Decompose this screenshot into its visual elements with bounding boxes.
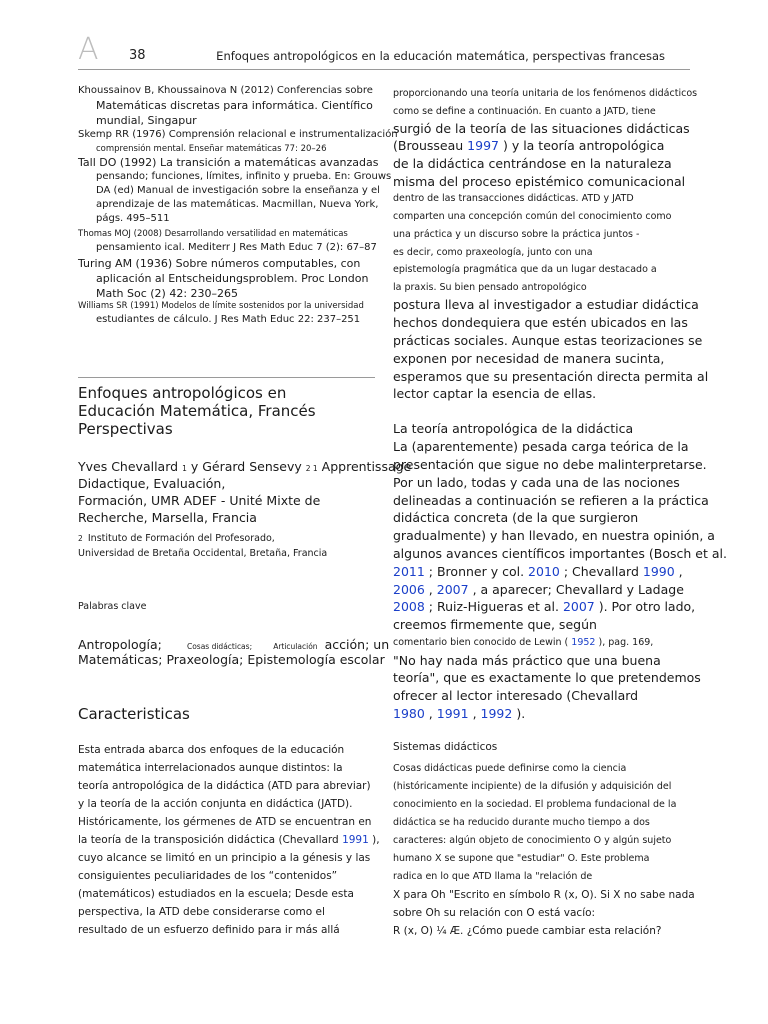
text-line: exponen por necesidad de manera sucinta,: [393, 351, 665, 366]
text-line: [393, 599, 695, 614]
text-line: creemos firmemente que, según: [393, 617, 597, 632]
text-line: proporcionando una teoría unitaria de los fenómenos didácticos: [393, 88, 698, 99]
text-line: epistemología pragmática que da un lugar destacado a: [393, 264, 657, 275]
reference-skemp: [78, 128, 398, 156]
reference-line: pensando; funciones, límites, infinito y prueba. En: Grouws: [96, 171, 392, 182]
text-fragment: comentario bien conocido de Lewin (: [393, 637, 569, 648]
affiliation-line: Instituto de Formación del Profesorado,: [87, 533, 275, 544]
text-line: cuyo alcance se limitó en un principio a la génesis y las: [78, 852, 371, 864]
text-fragment: ,: [472, 706, 477, 721]
text-line: matemática interrelacionados aunque distintos: la: [78, 762, 343, 774]
text-line: [393, 582, 684, 597]
text-line: dentro de las transacciones didácticas. ATD y JATD: [393, 193, 634, 204]
text-line: Cosas didácticas puede definirse como la ciencia: [393, 763, 627, 774]
citation-link[interactable]: 1997: [467, 138, 499, 153]
text-line: conocimiento en la sociedad. El problema fundacional de la: [393, 799, 677, 810]
reference-thomas: [78, 227, 377, 255]
text-line: R (x, O) ¼ Æ. ¿Cómo puede cambiar esta relación?: [393, 925, 662, 937]
reference-tall: [78, 155, 391, 226]
text-line: teoría", que es exactamente lo que pretendemos: [393, 670, 701, 685]
author-name: y Gérard Sensevy: [190, 459, 302, 474]
text-line: la praxis. Su bien pensado antropológico: [393, 282, 587, 293]
author-sup: 1: [182, 464, 187, 473]
text-fragment: ; Bronner y col.: [428, 564, 525, 579]
text-fragment: ,: [428, 582, 433, 597]
text-fragment: , a aparecer; Chevallard y Ladage: [472, 582, 684, 597]
citation-link[interactable]: 1991: [342, 834, 369, 846]
text-line: [78, 831, 380, 849]
reference-line: aplicación al Entscheidungsproblem. Proc London: [96, 272, 369, 285]
text-line: sobre Oh su relación con O está vacío:: [393, 907, 596, 919]
text-fragment: ,: [678, 564, 683, 579]
reference-line: Skemp RR (1976) Comprensión relacional e instrumentalización: [78, 129, 398, 140]
citation-link[interactable]: 2007: [562, 599, 595, 614]
affiliation-line: Apprentissage: [321, 459, 412, 474]
text-line: [393, 564, 683, 579]
text-fragment: (Brousseau: [393, 138, 464, 153]
section-heading-characteristics: Caracteristicas: [78, 705, 190, 723]
article-title-line: Educación Matemática, Francés: [78, 402, 316, 420]
text-fragment: ; Ruiz-Higueras et al.: [428, 599, 559, 614]
affiliation-line: Formación, UMR ADEF - Unité Mixte de: [78, 493, 321, 508]
text-line: didáctica concreta (de la que surgieron: [393, 510, 639, 525]
reference-line: págs. 495–511: [96, 213, 170, 224]
citation-link[interactable]: 2007: [436, 582, 469, 597]
section-divider: [78, 377, 375, 378]
text-line: algunos avances científicos importantes (Bosch et al.: [393, 546, 727, 561]
article-title-line: Perspectivas: [78, 420, 173, 438]
text-line: misma del proceso epistémico comunicacional: [393, 174, 686, 189]
reference-line: mundial, Singapur: [96, 114, 197, 127]
reference-line: Thomas MOJ (2008) Desarrollando versatilidad en matemáticas: [78, 229, 348, 239]
reference-line: Williams SR (1991) Modelos de límite sostenidos por la universidad: [78, 301, 364, 311]
text-line: esperamos que su presentación directa permita al: [393, 369, 709, 384]
text-fragment: ).: [516, 706, 526, 721]
text-line: [393, 637, 653, 648]
reference-williams: [78, 299, 364, 327]
reference-line: Turing AM (1936) Sobre números computables, con: [78, 257, 361, 270]
author-sup: 2 1: [305, 464, 318, 473]
text-line: teoría antropológica de la didáctica (ATD para abreviar): [78, 780, 371, 792]
reference-line: DA (ed) Manual de investigación sobre la enseñanza y el: [96, 185, 380, 196]
reference-line: comprensión mental. Enseñar matemáticas 77: 20–26: [96, 144, 327, 154]
keywords-label: Palabras clave: [78, 601, 147, 612]
text-line: comparten una concepción común del conocimiento como: [393, 211, 672, 222]
citation-link[interactable]: 2008: [393, 599, 425, 614]
keywords-line-2: Matemáticas; Praxeología; Epistemología escolar: [78, 652, 385, 667]
text-fragment: ). Por otro lado,: [598, 599, 696, 614]
section-heading-systems: Sistemas didácticos: [393, 741, 498, 753]
keyword: Cosas didácticas;: [186, 642, 253, 651]
text-line: [393, 706, 525, 721]
text-line: hechos dondequiera que estén ubicados en las: [393, 315, 688, 330]
text-line: Históricamente, los gérmenes de ATD se encuentran en: [78, 816, 372, 828]
text-line: (matemáticos) estudiados en la escuela; Desde esta: [78, 888, 354, 900]
keyword: Articulación: [273, 642, 318, 651]
reference-line: pensamiento ical. Mediterr J Res Math Educ 7 (2): 67–87: [96, 242, 377, 253]
citation-link[interactable]: 1990: [642, 564, 675, 579]
reference-line: Math Soc (2) 42: 230–265: [96, 287, 239, 300]
affiliation-line: Recherche, Marsella, Francia: [78, 510, 257, 525]
text-line: Esta entrada abarca dos enfoques de la educación: [78, 744, 345, 756]
text-line: prácticas sociales. Aunque estas teorizaciones se: [393, 333, 703, 348]
text-fragment: ,: [428, 706, 433, 721]
text-line: una práctica y un discurso sobre la práctica juntos -: [393, 229, 640, 240]
text-line: como se define a continuación. En cuanto a JATD, tiene: [393, 106, 656, 117]
text-line: Por un lado, todas y cada una de las nociones: [393, 475, 680, 490]
text-line: postura lleva al investigador a estudiar didáctica: [393, 297, 699, 312]
text-line: consiguientes peculiaridades de los “contenidos”: [78, 870, 338, 882]
reference-turing: [78, 256, 369, 301]
text-fragment: la teoría de la transposición didáctica (Chevallard: [78, 834, 339, 846]
running-title: Enfoques antropológicos en la educación matemática, perspectivas francesas: [216, 49, 665, 63]
keyword: acción; un: [324, 637, 390, 652]
keyword: Antropología;: [78, 637, 162, 652]
text-line: surgió de la teoría de las situaciones didácticas: [393, 121, 690, 136]
text-line: lector captar la esencia de ellas.: [393, 386, 597, 401]
article-title: [78, 384, 316, 438]
text-line: X para Oh "Escrito en símbolo R (x, O). Si X no sabe nada: [393, 889, 695, 901]
text-line: caracteres: algún objeto de conocimiento O y algún sujeto: [393, 835, 672, 846]
text-line: "No hay nada más práctico que una buena: [393, 653, 661, 668]
text-line: presentación que sigue no debe malinterpretarse.: [393, 457, 707, 472]
section-heading-atd: La teoría antropológica de la didáctica: [393, 421, 634, 436]
citation-link[interactable]: 1991: [436, 706, 469, 721]
authors-line: [78, 459, 411, 474]
text-line: didáctica se ha reducido durante mucho tiempo a dos: [393, 817, 650, 828]
affiliation-sup: 2: [78, 534, 83, 543]
text-fragment: ) y la teoría antropológica: [502, 138, 665, 153]
text-line: perspectiva, la ATD debe considerarse como el: [78, 906, 325, 918]
text-line: resultado de un esfuerzo definido para ir más allá: [78, 924, 340, 936]
citation-link[interactable]: 2006: [393, 582, 425, 597]
citation-link[interactable]: 2011: [393, 564, 425, 579]
systems-paragraph: [393, 760, 695, 940]
text-line: gradualmente) y han llevado, en nuestra opinión, a: [393, 528, 715, 543]
author-name: Yves Chevallard: [78, 459, 179, 474]
text-line: delineadas a continuación se refieren a la práctica: [393, 493, 709, 508]
text-line: y la teoría de la acción conjunta en didáctica (JATD).: [78, 798, 353, 810]
reference-line: estudiantes de cálculo. J Res Math Educ 22: 237–251: [96, 314, 361, 325]
text-fragment: ), pag. 169,: [598, 637, 654, 648]
affiliation-line: Didactique, Evaluación,: [78, 476, 226, 491]
reference-line: Matemáticas discretas para informática. Científico: [96, 99, 373, 112]
citation-link[interactable]: 1952: [571, 637, 596, 648]
text-line: (históricamente incipiente) de la difusión y adquisición del: [393, 781, 672, 792]
characteristics-paragraph: [78, 741, 380, 939]
reference-khoussainov: [78, 84, 373, 128]
text-line: La (aparentemente) pesada carga teórica de la: [393, 439, 689, 454]
keywords-line-1: [78, 634, 389, 653]
article-title-line: Enfoques antropológicos en: [78, 384, 287, 402]
page-number: 38: [129, 48, 146, 63]
affiliation-line: Universidad de Bretaña Occidental, Bretaña, Francia: [78, 548, 328, 559]
citation-link[interactable]: 1980: [393, 706, 425, 721]
text-line: radica en lo que ATD llama la "relación de: [393, 871, 593, 882]
text-fragment: ; Chevallard: [563, 564, 639, 579]
text-line: humano X se supone que "estudiar" O. Este problema: [393, 853, 650, 864]
reference-line: Tall DO (1992) La transición a matemáticas avanzadas: [78, 156, 379, 169]
text-line: de la didáctica centrándose en la naturaleza: [393, 156, 672, 171]
section-letter: A: [78, 32, 99, 67]
reference-line: aprendizaje de las matemáticas. Macmillan, Nueva York,: [96, 199, 379, 210]
reference-line: Khoussainov B, Khoussainova N (2012) Conferencias sobre: [78, 85, 373, 96]
citation-link[interactable]: 2010: [528, 564, 560, 579]
affiliation-2: [78, 526, 275, 545]
citation-link[interactable]: 1992: [480, 706, 513, 721]
text-line: ofrecer al lector interesado (Chevallard: [393, 688, 639, 703]
header-divider: [78, 69, 690, 70]
text-line: es decir, como praxeología, junto con una: [393, 247, 593, 258]
text-fragment: ),: [372, 834, 380, 846]
text-line: [393, 138, 664, 153]
